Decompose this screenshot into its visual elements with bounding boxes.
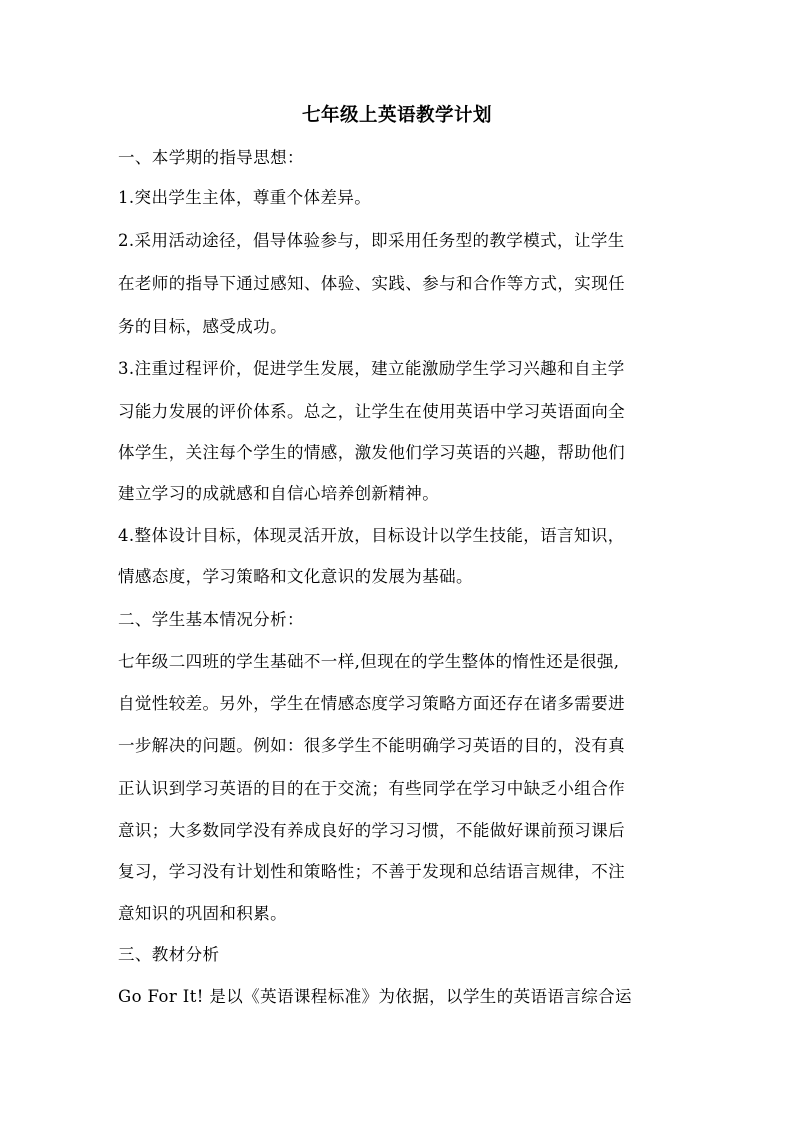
- paragraph-line: 情感态度，学习策略和文化意识的发展为基础。: [118, 567, 473, 586]
- section-heading-guiding-thought: 一、本学期的指导思想：: [118, 148, 304, 167]
- paragraph-line: 4.整体设计目标，体现灵活开放，目标设计以学生技能，语言知识，: [118, 526, 625, 545]
- paragraph-line: 在老师的指导下通过感知、体验、实践、参与和合作等方式，实现任: [118, 274, 625, 293]
- paragraph-line: 1.突出学生主体，尊重个体差异。: [118, 188, 372, 207]
- paragraph-line: 意识；大多数同学没有养成良好的学习习惯，不能做好课前预习课后: [118, 821, 625, 840]
- document-title: 七年级上英语教学计划: [301, 105, 492, 126]
- paragraph-line: 习能力发展的评价体系。总之，让学生在使用英语中学习英语面向全: [118, 402, 625, 421]
- paragraph-line: 意知识的巩固和积累。: [118, 904, 287, 923]
- paragraph-line: 3.注重过程评价，促进学生发展，建立能激励学生学习兴趣和自主学: [118, 359, 625, 378]
- paragraph-line: 复习，学习没有计划性和策略性；不善于发现和总结语言规律，不注: [118, 862, 625, 881]
- paragraph-line: 2.采用活动途径，倡导体验参与，即采用任务型的教学模式，让学生: [118, 231, 625, 250]
- paragraph-line: Go For It! 是以《英语课程标准》为依据，以学生的英语语言综合运: [118, 987, 632, 1006]
- section-heading-student-analysis: 二、学生基本情况分析：: [118, 610, 304, 629]
- paragraph-line: 正认识到学习英语的目的在于交流；有些同学在学习中缺乏小组合作: [118, 779, 625, 798]
- paragraph-line: 一步解决的问题。例如：很多学生不能明确学习英语的目的，没有真: [118, 736, 625, 755]
- paragraph-line: 务的目标，感受成功。: [118, 317, 287, 336]
- paragraph-line: 七年级二四班的学生基础不一样,但现在的学生整体的惰性还是很强,: [118, 652, 620, 671]
- paragraph-line: 自觉性较差。另外，学生在情感态度学习策略方面还存在诸多需要进: [118, 694, 625, 713]
- paragraph-line: 体学生，关注每个学生的情感，激发他们学习英语的兴趣，帮助他们: [118, 443, 625, 462]
- section-heading-textbook-analysis: 三、教材分析: [118, 945, 220, 964]
- paragraph-line: 建立学习的成就感和自信心培养创新精神。: [118, 484, 440, 503]
